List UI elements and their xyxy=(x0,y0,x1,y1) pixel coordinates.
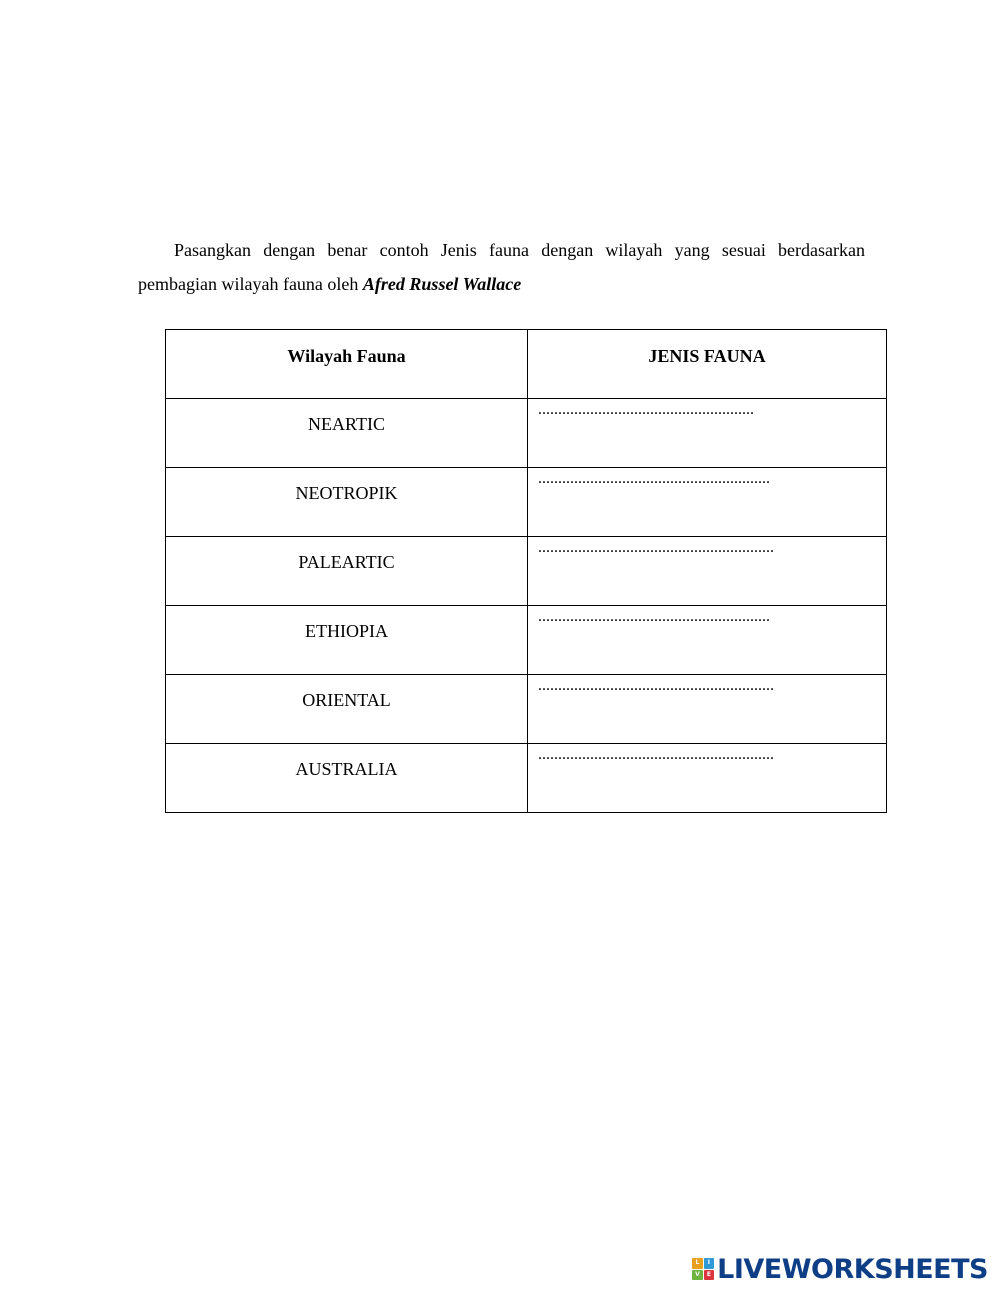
liveworksheets-logo xyxy=(692,1252,988,1286)
instruction-paragraph xyxy=(138,233,865,301)
region-cell: NEOTROPIK xyxy=(166,468,528,537)
header-jenis-fauna: JENIS FAUNA xyxy=(528,330,887,399)
liveworksheets-logo-icon xyxy=(692,1258,714,1280)
table-row xyxy=(166,744,887,813)
answer-field[interactable]: ........................................................... xyxy=(528,744,887,813)
table-row xyxy=(166,399,887,468)
region-cell: ETHIOPIA xyxy=(166,606,528,675)
logo-tile: I xyxy=(704,1258,715,1269)
answer-field[interactable]: .......................................................... xyxy=(528,606,887,675)
fauna-table xyxy=(165,329,887,813)
answer-field[interactable]: ........................................................... xyxy=(528,675,887,744)
table-row xyxy=(166,675,887,744)
liveworksheets-logo-text: LIVEWORKSHEETS xyxy=(717,1253,988,1285)
header-wilayah-fauna: Wilayah Fauna xyxy=(166,330,528,399)
table-header-row xyxy=(166,330,887,399)
region-cell: NEARTIC xyxy=(166,399,528,468)
logo-tile: E xyxy=(704,1270,715,1281)
table-row xyxy=(166,606,887,675)
answer-field[interactable]: ........................................................... xyxy=(528,537,887,606)
instruction-text: Pasangkan dengan benar contoh Jenis fauna dengan wilayah yang sesuai berdasarkan pembagian wilayah fauna oleh xyxy=(138,240,865,294)
table-row xyxy=(166,468,887,537)
instruction-author: Afred Russel Wallace xyxy=(362,274,522,294)
logo-tile: L xyxy=(692,1258,703,1269)
region-cell: ORIENTAL xyxy=(166,675,528,744)
region-cell: PALEARTIC xyxy=(166,537,528,606)
logo-tile: V xyxy=(692,1270,703,1281)
answer-field[interactable]: ...................................................... xyxy=(528,399,887,468)
table-row xyxy=(166,537,887,606)
answer-field[interactable]: .......................................................... xyxy=(528,468,887,537)
region-cell: AUSTRALIA xyxy=(166,744,528,813)
